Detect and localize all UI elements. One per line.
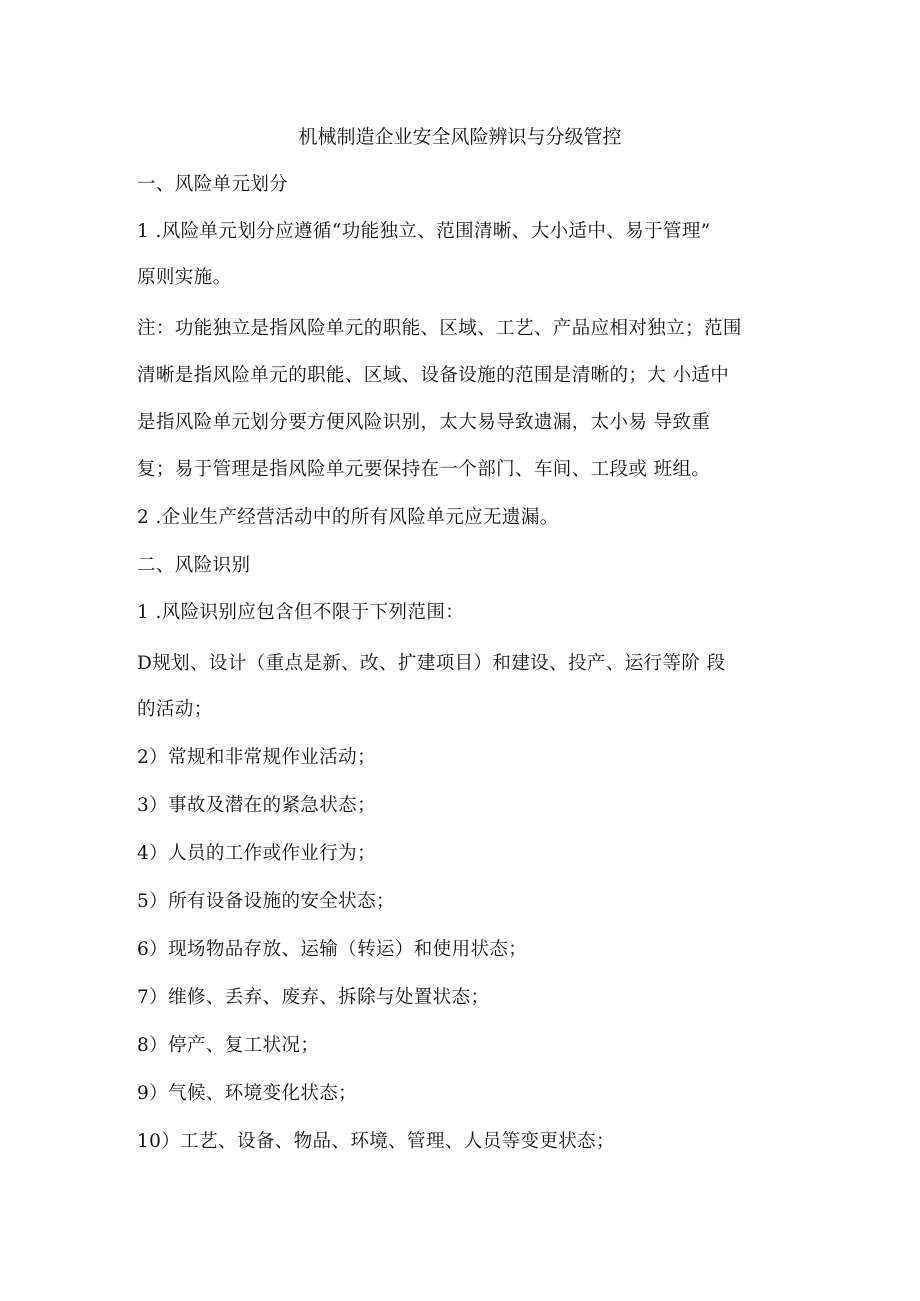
section-2-sub-8: 8）停产、复工状况； — [137, 1035, 320, 1056]
section-1-item-2: 2 .企业生产经营活动中的所有风险单元应无遗漏。 — [137, 507, 559, 528]
section-2-sub-3: 3）事故及潜在的紧急状态； — [137, 795, 376, 816]
section-1-item-1-line-2: 原则实施。 — [137, 267, 232, 288]
section-2-sub-4: 4）人员的工作或作业行为； — [137, 843, 376, 864]
section-1-note-line-3: 是指风险单元划分要方便风险识别，太大易导致遗漏，太小易 导致重 — [137, 412, 711, 433]
section-1-note-line-4: 复；易于管理是指风险单元要保持在一个部门、车间、工段或 班组。 — [137, 459, 711, 480]
section-2-sub-10: 10）工艺、设备、物品、环境、管理、人员等变更状态； — [137, 1131, 615, 1152]
section-2-heading: 二、风险识别 — [137, 555, 251, 576]
section-1-heading: 一、风险单元划分 — [137, 174, 289, 195]
section-2-sub-1-line-1: D规划、设计（重点是新、改、扩建项目）和建设、投产、运行等阶 段 — [137, 653, 726, 674]
section-2-sub-2: 2）常规和非常规作业活动； — [137, 747, 376, 768]
section-2-sub-9: 9）气候、环境变化状态； — [137, 1083, 358, 1104]
section-2-item-1: 1 .风险识别应包含但不限于下列范围： — [137, 602, 465, 623]
document-title: 机械制造企业安全风险辨识与分级管控 — [298, 126, 622, 148]
section-1-note-line-2: 清晰是指风险单元的职能、区域、设备设施的范围是清晰的；大 小适中 — [137, 365, 730, 386]
section-2-sub-6: 6）现场物品存放、运输（转运）和使用状态； — [137, 939, 528, 960]
section-1-item-1-line-1: 1 .风险单元划分应遵循“功能独立、范围清晰、大小适中、易于管理” — [137, 221, 711, 242]
section-1-note-line-1: 注：功能独立是指风险单元的职能、区域、工艺、产品应相对独立；范围 — [137, 318, 742, 339]
section-2-sub-5: 5）所有设备设施的安全状态； — [137, 891, 395, 912]
section-2-sub-7: 7）维修、丢弃、废弃、拆除与处置状态； — [137, 987, 490, 1008]
section-2-sub-1-line-2: 的活动； — [137, 699, 213, 720]
